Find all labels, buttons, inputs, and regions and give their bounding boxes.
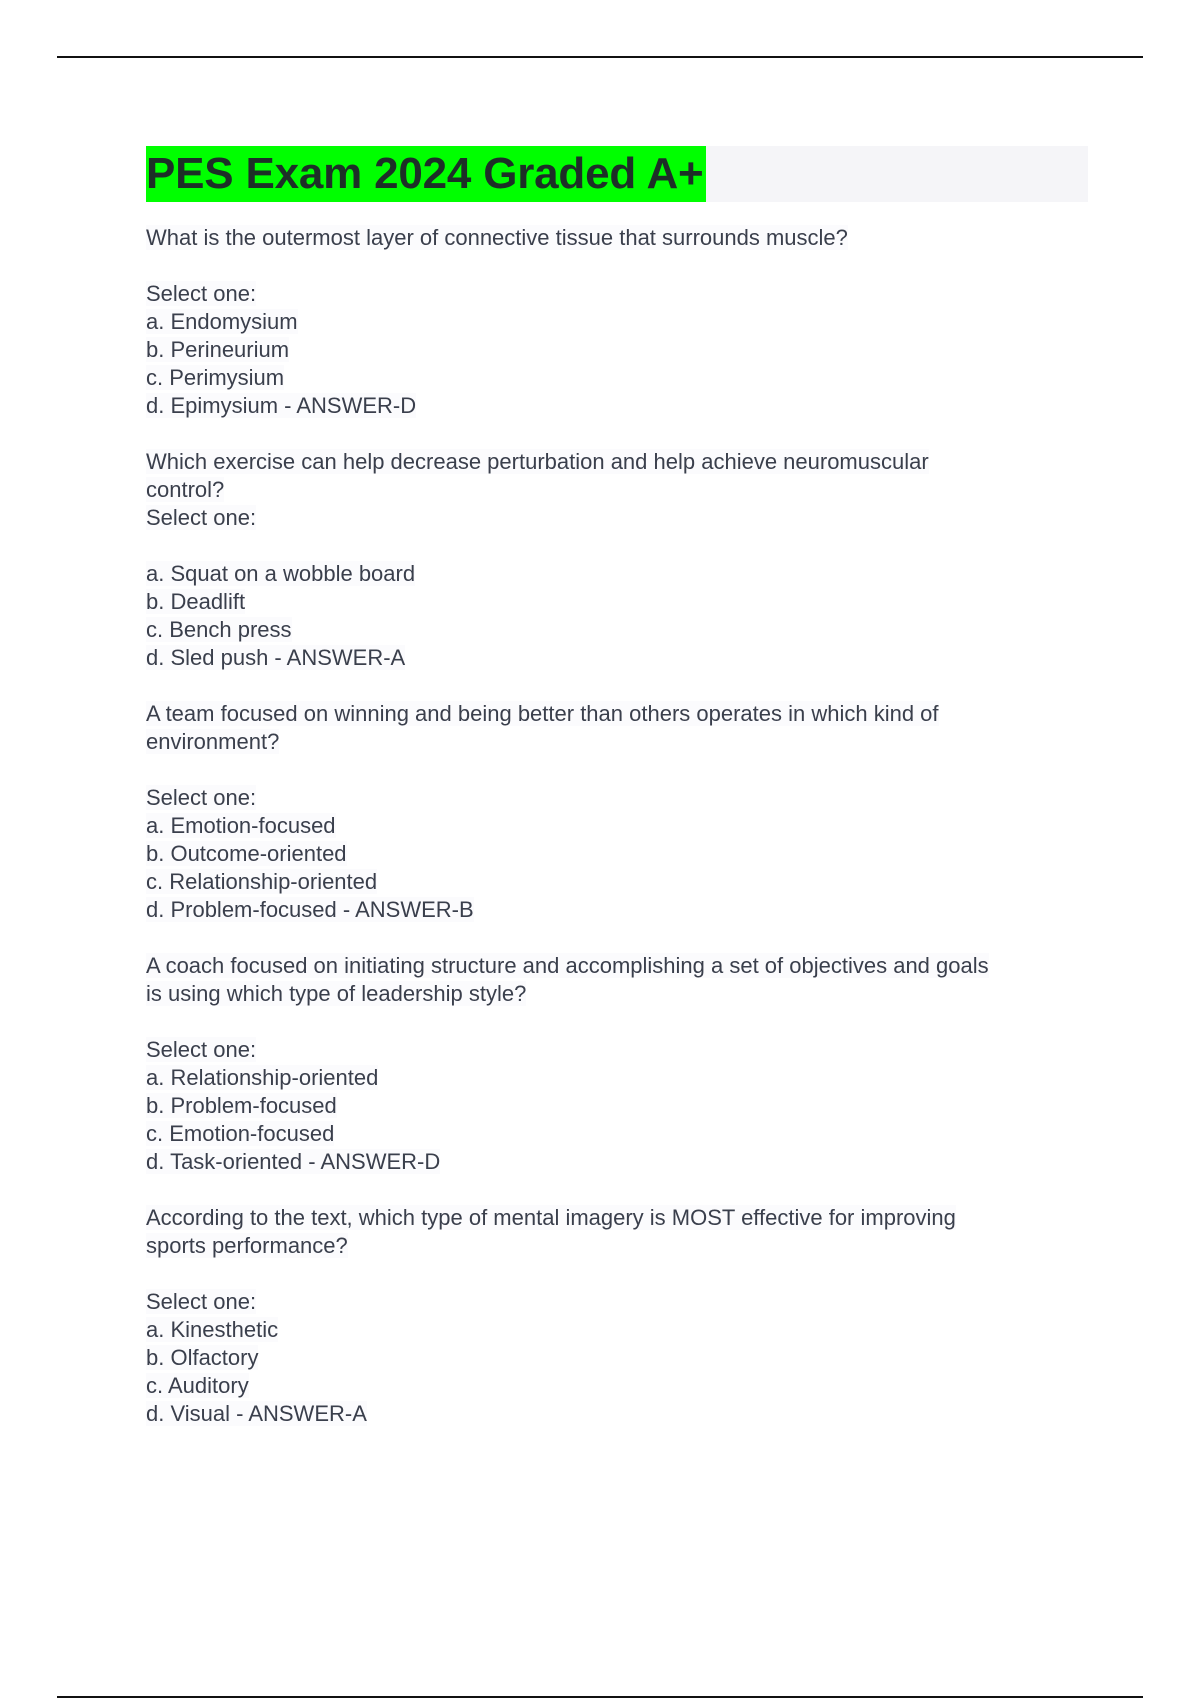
option-d-answer: d. Sled push - ANSWER-A [146, 645, 406, 670]
question-block-2 [146, 448, 1088, 700]
question-block-4 [146, 952, 1088, 1204]
page-top-rule [57, 56, 1143, 58]
question-block-3 [146, 700, 1088, 952]
option-a: a. Relationship-oriented [146, 1065, 379, 1090]
question-block-1 [146, 224, 1088, 448]
select-prompt: Select one: [146, 281, 257, 306]
question-text-cont: sports performance? [146, 1233, 348, 1258]
option-b: b. Outcome-oriented [146, 841, 347, 866]
question-block-5 [146, 1204, 1088, 1428]
option-d-answer: d. Epimysium - ANSWER-D [146, 393, 417, 418]
option-c: c. Relationship-oriented [146, 869, 378, 894]
question-text-cont: environment? [146, 729, 280, 754]
option-a: a. Squat on a wobble board [146, 561, 416, 586]
document-title: PES Exam 2024 Graded A+ [146, 146, 706, 202]
option-b: b. Problem-focused [146, 1093, 337, 1118]
option-c: c. Bench press [146, 617, 292, 642]
question-text: Which exercise can help decrease perturbation and help achieve neuromuscular [146, 449, 929, 474]
option-a: a. Endomysium [146, 309, 298, 334]
select-prompt: Select one: [146, 1037, 257, 1062]
question-text-cont: control? [146, 477, 225, 502]
option-d-answer: d. Problem-focused - ANSWER-B [146, 897, 474, 922]
question-text-cont: is using which type of leadership style? [146, 981, 527, 1006]
option-a: a. Emotion-focused [146, 813, 336, 838]
option-b: b. Perineurium [146, 337, 290, 362]
select-prompt: Select one: [146, 1289, 257, 1314]
option-b: b. Deadlift [146, 589, 246, 614]
document-body [146, 146, 1088, 1428]
question-text: A coach focused on initiating structure and accomplishing a set of objectives and goals [146, 953, 989, 978]
option-c: c. Emotion-focused [146, 1121, 335, 1146]
page-bottom-rule [57, 1696, 1143, 1698]
question-text: What is the outermost layer of connective tissue that surrounds muscle? [146, 225, 848, 250]
option-c: c. Perimysium [146, 365, 285, 390]
question-text: According to the text, which type of mental imagery is MOST effective for improving [146, 1205, 956, 1230]
question-text: A team focused on winning and being better than others operates in which kind of [146, 701, 939, 726]
select-prompt: Select one: [146, 505, 257, 530]
option-c: c. Auditory [146, 1373, 249, 1398]
title-bar [146, 146, 1088, 202]
option-b: b. Olfactory [146, 1345, 259, 1370]
option-a: a. Kinesthetic [146, 1317, 279, 1342]
option-d-answer: d. Task-oriented - ANSWER-D [146, 1149, 441, 1174]
select-prompt: Select one: [146, 785, 257, 810]
option-d-answer: d. Visual - ANSWER-A [146, 1401, 367, 1426]
